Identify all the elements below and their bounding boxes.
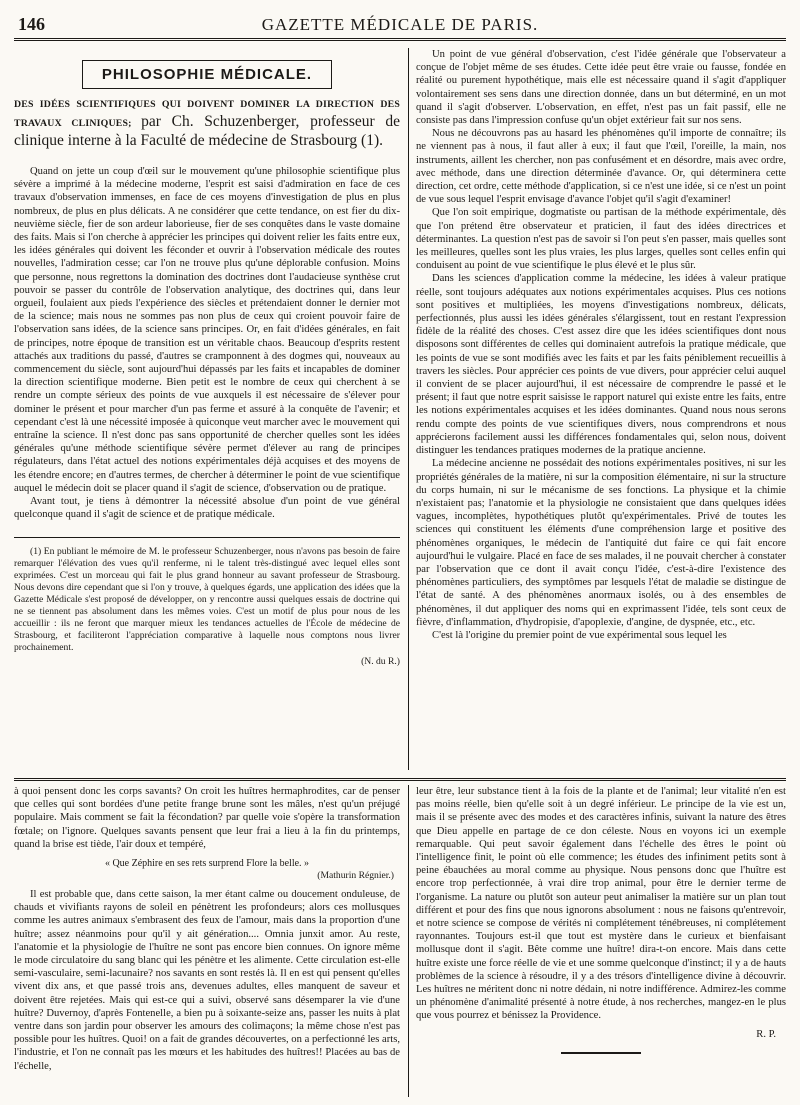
verse-quote: « Que Zéphire en ses rets surprend Flore la belle. »	[104, 858, 310, 870]
page-number: 146	[18, 14, 45, 34]
column-rule	[408, 48, 409, 770]
paragraph: Un point de vue général d'observation, c'est l'idée générale que l'observateur a conçue de l'objet même de ses études. Cette idée peut être vraie ou fausse, fondée en réalité ou purement hypothétique, mais elle est nécessaire quand il s'agit d'appliquer volontairement ses sens dans une direction donnée, dans un but déterminé, en un mot quand il s'agit d'observer. L'observation, en effet, n'est pas un fait passif, elle ne consiste pas dans l'impression confuse qu'un objet extérieur fait sur nos sens.	[416, 49, 786, 127]
paragraph: La médecine ancienne ne possédait des notions expérimentales positives, ni sur les propriétés générales de la matière, ni sur la composition élémentaire, ni sur la structure du corps humain, ni sur le mécanisme de ses fonctions. La physique et la chimie n'existaient pas; l'anatomie et la physiologie ne consistaient que dans quelques idées vagues, incomplètes, hypothétiques plutôt qu'expérimentales. Privé de toutes les sciences qui constituent les éléments d'une compréhension large et positive des phénomènes organiques, le médecin de l'antiquité dut faire ce qui fait encore aujourd'hui le vulgaire. Placé en face de ses malades, il ne pouvait chercher à constater par l'observation que ce dont il avait conçu l'idée, c'est-à-dire l'existence des phénomènes particuliers, des symptômes par lesquels l'état de maladie se distingue de l'état de santé. A des phénomènes anormaux isolés, ou à des ensembles de phénomènes, il dut appliquer des noms qui en exprimassent l'idée, tels sont ceux de fièvre, d'inflammation, d'hydropisie, d'apoplexie, d'angine, de dyspnée, etc., etc.	[416, 458, 786, 628]
feuilleton-right-column	[416, 785, 786, 1097]
column-rule	[408, 785, 409, 1097]
feuilleton-section	[14, 785, 786, 1097]
paragraph: Il est probable que, dans cette saison, la mer étant calme ou doucement onduleuse, de chauds et vivifiants rayons de soleil en pénètrent les profondeurs; alors ces mollusques comme les autres animaux s'embrasent des feux de l'amour, mais dans la proportion d'une huître; assez néanmoins pour qu'il y ait génération.... Omnia junxit amor. Au reste, l'anatomie et la physiologie de l'huître ne sont pas encore bien connues. On ignore même le mode circulatoire du sang blanc qui les pénètre et les alimente. Cette circulation est-elle semi-vasculaire, semi-lacunaire? nos savants en sont restés là. Il en est qui pensent qu'elles vivent dix ans, et que passé trois ans, devenues adultes, elles manquent de saveur et doivent être rejetées. Mais qui est-ce qui a suivi, observé sans désemparer la vie d'une huître? Duvernoy, d'après Fontenelle, a bien pu à soixante-seize ans, passer les nuits à plat ventre dans son jardin pour observer les amours des colimaçons; la même chose n'est pas possible pour les huîtres. Quoi! on a fait de grandes découvertes, on a perfectionné les arts, l'industrie, et l'on ne connaît pas les mœurs et les habitudes des huîtres!! Placées au bas de l'échelle,	[14, 889, 400, 1072]
footnote-signature: (N. du R.)	[361, 656, 400, 668]
article-title	[14, 97, 400, 151]
right-column	[416, 48, 786, 770]
article-title-caps: DES IDÉES SCIENTIFIQUES QUI DOIVENT DOMINER LA DIRECTION DES TRAVAUX CLINIQUES;	[14, 99, 400, 129]
paragraph: C'est là l'origine du premier point de vue expérimental sous lequel les	[432, 629, 727, 641]
paragraph: leur être, leur substance tient à la fois de la plante et de l'animal; leur vitalité n'en est pas moins réelle, bien qu'elle soit à un degré inférieur. Le principe de la vie est un, mais il se présente avec des modes et des caractères infinis, suivant la nature des êtres que Dieu appelle en partage de ce don céleste. Nous en voyons ici un exemple remarquable. Qui peut savoir également dans l'échelle des êtres le point où l'intelligence finit, le point où elle commence; les études des infiniment petits sont à peine ébauchées au moral comme au physique. Nous pensons donc que l'huître est encore trop perfectionnée, à vrai dire trop animal, pour être le dernier terme de l'organisme. La nature ou plutôt son auteur peut animaliser la matière sur un plan tout différent et pour des fins que nous ignorons absolument : nous ne faisons qu'entrevoir, et notre science se compose de vérités ni complétement ténébreuses, ni complétement rayonnantes. Toujours est-il que tout est mystère dans le curieux et bienfaisant mollusque dont il s'agit. Bête comme une huître! dira-t-on encore. Mais dans cette huître existe une force réelle de vie et une somme quelconque d'instinct; il y a de hauts problèmes de la science à résoudre, il y a des trésors d'intelligence divine à découvrir. Les huîtres ne méritent donc ni notre dédain, ni notre indifférence. Admirez-les comme un phénomène d'animalité présenté à notre étude, à nos recherches, mangez-en le plus que vous pourrez et bénissez la Providence.	[416, 786, 786, 1022]
feuilleton-left-column	[14, 785, 400, 1097]
paragraph: Que l'on soit empirique, dogmatiste ou partisan de la méthode expérimentale, dès que l'on prétend être observateur et praticien, il faut des idées directrices et déterminantes. La question n'est pas de savoir si l'on peut s'en passer, mais quelles sont les meilleures, quelles sont les plus vraies, les plus larges, quelles sont celles enfin qui conduisent au point de vue scientifique le plus élevé et le plus sûr.	[416, 207, 786, 272]
paragraph: à quoi pensent donc les corps savants? On croit les huîtres hermaphrodites, car de penser que celles qui sont bordées d'une petite frange brune sont les mâles, n'est qu'un préjugé populaire. Mais comment se fait la fécondation? par quelle voie s'opère la transformation fœtale; on l'ignore. Quelques savants pensent que leur frai a lieu à la fin du printemps, quand la brise est tiède, l'air doux et tempéré,	[14, 786, 400, 850]
paragraph: Avant tout, je tiens à démontrer la nécessité absolue d'un point de vue général quelconque quand il s'agit de science et de pratique médicale.	[14, 496, 400, 521]
verse-source: (Mathurin Régnier.)	[317, 870, 394, 882]
top-section	[14, 48, 786, 770]
page-header	[14, 10, 786, 41]
section-title: PHILOSOPHIE MÉDICALE.	[82, 60, 332, 89]
author-signature: R. P.	[756, 1028, 776, 1040]
end-rule	[561, 1052, 641, 1054]
paragraph: Dans les sciences d'application comme la médecine, les idées à valeur pratique réelle, sont toujours adéquates aux notions expérimentales acquises. Plus ces notions sont positives et multipliées, les moyens d'investigations nombreux, délicats, perfectionnés, plus aussi les idées générales s'élargissent, tout en restant l'expression fidèle de la réalité des choses. C'est assez dire que les idées scientifiques dont nous disposons sont différentes de celles qui dominaient autrefois la pratique médicale, que les points de vue se sont modifiés avec les faits et par les faits péniblement recueillis à travers les siècles. Pour apprécier ces points de vue divers, pour apprécier celui auquel il convient de se placer aujourd'hui, il est nécessaire de comprendre le passé et le présent; il faut que notre esprit saisisse le rapport naturel qui existe entre les faits, entre les notions expérimentales acquises et les idées dominantes. Quand nous nous serons rendu compte des points de vue scientifiques divers, nous comprendrons et nous apprécierons facilement aussi les différences fondamentales qui, selon nous, doivent distinguer les tendances pratiques modernes de la pratique ancienne.	[416, 273, 786, 457]
feuilleton-divider	[14, 778, 786, 781]
article-title-rest: par Ch. Schuzenberger, professeur de clinique interne à la Faculté de médecine de Strasbourg (1).	[14, 113, 400, 149]
left-column	[14, 48, 400, 770]
paragraph: Nous ne découvrons pas au hasard les phénomènes qu'il importe de connaître; ils ne viennent pas à nous, il faut aller à eux; il faut que l'œil, l'oreille, la main, nos instruments, aillent les chercher, non pas confusément et en désordre, mais avec ordre, avec méthode, dans une direction déterminée d'avance. Or, qui déterminera cette direction, cet ordre, cette méthode d'application, si ce n'est une idée, si ce n'est un point de vue sous lequel l'esprit envisage d'avance l'objet qu'il s'agit d'examiner!	[416, 128, 786, 206]
footnote-text: (1) En publiant le mémoire de M. le professeur Schuzenberger, nous n'avons pas besoin de faire remarquer l'élévation des vues qu'il renferme, ni le talent très-distingué avec lequel elles sont exprimées. C'est un morceau qui fait le plus grand honneur au savant professeur de Strasbourg. Nous devons dire cependant que si l'on y trouve, à quelques égards, une application des idées que la Gazette Médicale s'est proposé de développer, on y rencontre aussi quelques essais de doctrine qui ne se tiennent pas absolument dans les mêmes voies. C'est un motif de plus pour nous de les accueillir : ils ne feront que marquer mieux les tendances actuelles de l'École de médecine de Strasbourg, et faciliteront l'appréciation comparative à laquelle nous comptons nous livrer prochainement.	[14, 546, 400, 654]
footnote	[14, 537, 400, 667]
running-title: GAZETTE MÉDICALE DE PARIS.	[261, 15, 539, 34]
paragraph: Quand on jette un coup d'œil sur le mouvement qu'une philosophie scientifique plus sévère a imprimé à la médecine moderne, l'esprit est saisi d'admiration en face de ces travaux d'observation immenses, en face de ces moyens d'investigation de plus en plus nombreux, de plus en plus délicats. A ne considérer que cette tendance, on est fier du dix-neuvième siècle, fier de son ardeur laborieuse, fier de ses conquêtes dans le vaste domaine des faits. Mais si l'on cherche à apprécier les principes qui doivent relier les faits entre eux, les idées générales qui doivent les féconder et ouvrir à l'observation médicale des routes nouvelles, l'admiration cesse; car l'on ne trouve plus qu'une déplorable confusion. Moins que personne, nous regrettons la domination des doctrines dont l'audacieuse synthèse crut pouvoir se passer du contrôle de l'observation analytique, des doctrines qui, dans leur orgueil, foulaient aux pieds l'expérience des siècles et prétendaient donner le dernier mot de la science; mais nous ne sommes pas non plus de ceux qui croient pouvoir faire de l'observation sans idées, de la science sans principes. Or, en fait d'idées générales, en fait de principes, notre époque de transition est un véritable chaos. Beaucoup d'esprits restent attachés aux traditions du passé, d'autres se cramponnent à des dogmes qui, nouveaux au commencement du siècle, sont aujourd'hui dépassés par les faits et incapables de dominer la direction scientifique moderne. Bien petit est le nombre de ceux qui cherchent à se rendre un compte sérieux des points de vue auxquels il est nécessaire de s'élever pour dominer le présent et pour marcher d'un pas ferme et assuré à la conquête de l'avenir; et cependant c'est là une nécessité imposée à quiconque veut marcher avec le mouvement qui entraîne la science. Il n'est donc pas sans opportunité de chercher quelles sont les idées générales qu'une méthode scientifique sévère permet d'élever au rang de principes régulateurs, dans l'état actuel des notions expérimentales déjà acquises et des moyens de les étendre encore; en d'autres termes, de chercher à déterminer le point de vue scientifique auquel le médecin doit se placer quand il s'agit de science, d'observation ou de pratique.	[14, 166, 400, 494]
